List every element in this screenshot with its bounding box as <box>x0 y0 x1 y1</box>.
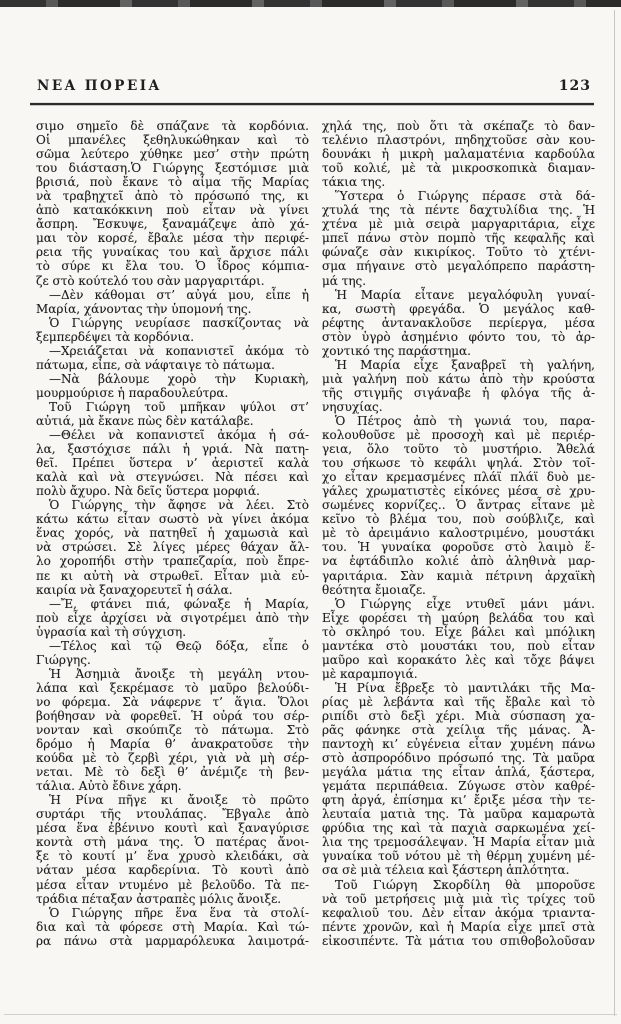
text-line: κεφαλιοῦ του. Δὲν εἶταν ἀκόμα τριαντα- <box>322 905 595 920</box>
text-line: χτυλά της τὰ πέντε δαχτυλίδια της. Ἡ <box>322 203 595 218</box>
text-line: αὐτιά, μὰ ἔκανε πὼς δὲν κατάλαβε. <box>36 413 254 428</box>
text-line: χο εἶταν κρεμασμένες πλάϊ πλάϊ δυὸ με- <box>322 470 595 485</box>
text-line: φτη ἀργά, ἐπίσημα κι’ ἔριξε μέσα τὴν τε- <box>322 793 595 808</box>
text-line: ριπίδι στὸ δεξὶ χέρι. Μιὰ σύσπαση χα- <box>322 708 595 723</box>
text-line: φώναζε σὰν κικιρίκος. Τοῦτο τὸ χτένι- <box>322 245 595 260</box>
paragraph <box>36 372 309 400</box>
text-line: μαντέκα στὸ μουστάκι του, ποὺ εἶταν <box>322 638 595 653</box>
text-line: γυναίκα τοῦ νότου μὲ τὴ θέρμη χυμένη μέ- <box>322 849 595 864</box>
text-line: νεται. Μὲ τὸ δεξὶ θ’ ἀνέμιζε τὴ βεν- <box>36 765 309 780</box>
text-line: δρόμο ἡ Μαρία θ’ ἀνακρατοῦσε τὴν <box>36 737 309 752</box>
text-line: χτένα μὲ μιὰ σειρὰ μαργαριτάρια, εἶχε <box>322 217 595 232</box>
text-line: μά της. <box>322 273 367 288</box>
text-line: μὲ τὸ ἀρειμάνιο καλοστριμένο, μουστάκι <box>322 526 595 541</box>
text-line: ρίας μὲ λεβάντα καὶ τῆς ἔβαλε καὶ τὸ <box>322 694 595 709</box>
text-line: ρα πάνω στὰ μαρμαρόλευκα λαιμοτρά- <box>36 933 309 948</box>
text-line: πε κι αὐτὴ νὰ στρωθεῖ. Εἶταν μιὰ εὐ- <box>36 568 309 583</box>
paragraph <box>322 414 595 597</box>
text-line: Ἡ Ἀσημιὰ ἄνοιξε τὴ μεγάλη ντου- <box>49 666 309 681</box>
scan-edge-right <box>614 10 615 1016</box>
text-line: λο χοροπήδι στὴν τραπεζαρία, ποὺ ἔπρε- <box>36 554 309 569</box>
text-line: σα σὲ μιὰ τέλεια καὶ ξάστερη ἁπλότητα. <box>322 863 570 878</box>
text-line: σμα πήγαινε στὸ μεγαλόπρεπο παράστη- <box>322 259 595 274</box>
text-line: πάτωμα, εἶπε, σὰ νάφταιγε τὸ πάτωμα. <box>36 357 275 372</box>
text-line: Ἡ Μαρία εἶτανε μεγαλόφυλη γυναί- <box>335 287 595 302</box>
text-line: του σήκωσε τὸ κεφάλι ψηλά. Στὸν τοῖ- <box>322 456 595 471</box>
text-line: μιὰ γαλήνη ποὺ κάτω ἀπὸ τὴν κρούστα <box>322 371 595 386</box>
text-column-right <box>322 119 595 948</box>
text-line: τάκια της. <box>322 175 386 190</box>
text-line: Ὁ Γιώργης νευρίασε πασκίζοντας νὰ <box>49 315 309 330</box>
paragraph <box>322 119 595 189</box>
text-line: μέσα εἶταν ντυμένο μὲ βελοῦδο. Τὰ πε- <box>36 877 309 892</box>
paragraph <box>36 793 309 905</box>
text-line: χηλά της, ποὺ ὅτι τὰ σκέπαζε τὸ δαν- <box>322 119 595 133</box>
running-header <box>37 78 591 94</box>
text-line: Ὕστερα ὁ Γιώργης πέρασε στὰ δά- <box>335 189 595 204</box>
text-line: δια καὶ τὰ φόρεσε στὴ Μαρία. Καὶ τώ- <box>36 919 309 934</box>
scan-edge-bottom <box>4 1014 617 1015</box>
text-line: γαριτάρια. Σὰν καμιὰ πέτρινη ἀρχαϊκὴ <box>322 568 595 583</box>
text-line: —Δὲν κάθομαι στ’ αὐγά μου, εἶπε ἡ <box>49 287 309 302</box>
text-line: στὸν ὑγρὸ ἀσημένιο φόντο του, τὸ ἀρ- <box>322 329 595 344</box>
text-line: μουρμούρισε ἡ παραδουλεύτρα. <box>36 385 229 400</box>
paragraph <box>36 498 309 596</box>
text-line: ἄσπρη. Ἔσκυψε, ξαναμάζεψε ἀπὸ χά- <box>36 217 309 232</box>
paragraph <box>36 119 309 288</box>
text-line: νονταν καὶ σκούπιζε τὸ πάτωμα. Στὸ <box>36 723 309 738</box>
text-line: καιρία νὰ ξαναχορευτεῖ ἡ σάλα. <box>36 582 233 597</box>
page-number: 123 <box>558 78 591 94</box>
paragraph <box>322 358 595 414</box>
text-line: ζε στὸ κούτελό του σὰν μαργαριτάρι. <box>36 273 265 288</box>
text-line: νησυχίας. <box>322 399 383 414</box>
text-line: Τοῦ Γιώργη τοῦ μπῆκαν ψύλοι στ’ <box>49 399 309 414</box>
text-line: τράδια πέταξαν ἀστραπὲς μόλις ἄνοιξε. <box>36 891 282 906</box>
paragraph <box>322 288 595 358</box>
text-line: Ὁ Γιώργης τὴν ἄφησε νὰ λέει. Στὸ <box>49 498 309 513</box>
text-line: εἰκοσιπέντε. Τὰ μάτια του σπιθοβολοῦσαν <box>322 933 595 948</box>
text-line: λευταία ματιὰ της. Τὰ μαῦρα καμαρωτὰ <box>322 807 595 822</box>
header-rule <box>30 103 594 105</box>
text-line: χοντικό της παράστημα. <box>322 343 471 358</box>
text-line: πολὺ ἄχυρο. Νὰ δεῖς ὕστερα μορφιά. <box>36 484 260 499</box>
text-line: φρύδια της καὶ τὰ παχιὰ σαρκωμένα χεί- <box>322 821 595 836</box>
text-line: κάτω κάτω εἶταν σωστὸ νὰ γίνει ἀκόμα <box>36 512 309 527</box>
text-line: τῆς στιγμῆς σιγάναβε ἡ φλόγα τῆς ἀ- <box>322 385 595 400</box>
text-line: Οἱ μπανέλες ξεθηλυκώθηκαν καὶ τὸ <box>36 133 309 148</box>
text-line: σωμένες κορνίζες.. Ὁ ἄντρας εἶτανε μὲ <box>322 498 595 513</box>
text-line: νὰ στρώσει. Σὲ λίγες μέρες θάχαν ἄλ- <box>36 540 309 555</box>
text-line: Εἶχε φορέσει τὴ μαύρη βελάδα του καὶ <box>322 610 595 625</box>
text-line: βρισιά, ποὺ ἔκανε τὸ αἷμα τῆς Μαρίας <box>36 175 309 190</box>
journal-title: ΝΕΑ ΠΟΡΕΙΑ <box>37 78 162 94</box>
text-line: νὰ τραβηχτεῖ ἀπὸ τὸ πρόσωπό της, κι <box>36 189 309 204</box>
text-line: Ἡ Ρίνα πῆγε κι ἄνοιξε τὸ πρῶτο <box>49 793 309 808</box>
text-line: κολουθοῦσε μὲ προσοχὴ καὶ μὲ περιέρ- <box>322 428 595 443</box>
text-line: του διάσταση.Ὁ Γιώργης ξεστόμισε μιὰ <box>36 161 309 176</box>
text-line: ἕνας χορός, νὰ πατηθεῖ ἡ χαμωσιὰ καὶ <box>36 526 309 541</box>
paragraph <box>36 639 309 667</box>
scan-edge-top <box>0 0 621 7</box>
text-line: συρτάρι τῆς ντουλάπας. Ἔβγαλε ἀπὸ <box>36 807 309 822</box>
text-line: —Νὰ βάλουμε χορὸ τὴν Κυριακὴ, <box>49 371 309 386</box>
text-line: μαι τὸν κορσέ, ἔβαλε μέσα τὴν περιφέ- <box>36 231 309 246</box>
text-line: του. Ἡ γυναίκα φοροῦσε στὸ λαιμὸ ἕ- <box>322 540 595 555</box>
text-line: πέντε χρονῶν, καὶ ἡ Μαρία εἶχε μπεῖ στὰ <box>322 919 595 934</box>
text-line: τοῦ κολιέ, μὲ τὰ μικροσκοπικὰ διαμαν- <box>322 161 595 176</box>
paragraph <box>36 597 309 639</box>
text-line: τάλια. Αὐτὸ ἔδινε χάρη. <box>36 779 182 794</box>
text-line: μπεῖ πάνω στὸν πομπὸ τῆς κεφαλῆς καὶ <box>322 231 595 246</box>
paragraph <box>322 597 595 681</box>
text-line: Ὁ Γιώργης πῆρε ἕνα ἕνα τὰ στολί- <box>49 905 309 920</box>
text-line: Ὁ Πέτρος ἀπὸ τὴ γωνιά του, παρα- <box>335 413 595 428</box>
text-line: κα, σωστὴ φρεγάδα. Ὁ μεγάλος καθ- <box>322 301 595 316</box>
text-line: Ὁ Γιώργης εἶχε ντυθεῖ μάνι μάνι. <box>335 596 595 611</box>
text-line: Γιώργης. <box>36 652 91 667</box>
text-line: παντοχὴ κι’ εὐγένεια εἶταν χυμένη πάνω <box>322 737 595 752</box>
text-line: —Χρειάζεται νὰ κοπανιστεῖ ἀκόμα τὸ <box>49 343 309 358</box>
text-line: θεῖ. Πρέπει ὕστερα ν’ ἀεριστεῖ καλὰ <box>36 456 309 471</box>
text-line: ποὺ εἶχε ἀρχίσει νὰ σιγοτρέμει ἀπὸ τὴν <box>36 610 309 625</box>
text-line: κοντὰ στὴ μάνα της. Ὁ πατέρας ἄνοι- <box>36 835 309 850</box>
paragraph <box>36 344 309 372</box>
text-line: βοήθησαν νὰ φορεθεῖ. Ἡ οὐρά του σέρ- <box>36 708 309 723</box>
text-line: μεγάλα μάτια της εἶταν ἁπλά, ξάστερα, <box>322 765 595 780</box>
text-line: ξεμπερδέψει τὰ κορδόνια. <box>36 329 195 344</box>
text-line: Μαρία, χάνοντας τὴν ὑπομονή της. <box>36 301 252 316</box>
text-line: μὲ καραμπογιά. <box>322 666 418 681</box>
text-line: νο φόρεμα. Σὰ νάφερνε τ’ ἅγια. Ὅλοι <box>36 694 309 709</box>
paragraph <box>36 667 309 793</box>
text-columns <box>36 119 595 948</box>
text-line: ρᾶς φάνηκε στὰ χείλια τῆς μάνας. Ἀ- <box>322 723 595 738</box>
text-line: —Τέλος καὶ τῷ Θεῷ δόξα, εἶπε ὁ <box>49 638 309 653</box>
text-line: σιμο σημεῖο δὲ σπάζανε τὰ κορδόνια. <box>36 119 309 133</box>
paragraph <box>36 428 309 498</box>
text-line: κεῖνο τὸ βλέμα του, ποὺ σούβλιζε, καὶ <box>322 512 595 527</box>
text-line: ρέφτης ἀντανακλοῦσε περίεργα, μέσα <box>322 315 595 330</box>
text-line: θεότητα ἔμοιαζε. <box>322 582 426 597</box>
text-line: Τοῦ Γιώργη Σκορδίλη θὰ μποροῦσε <box>335 877 595 892</box>
paragraph <box>36 288 309 316</box>
text-line: κούδα μὲ τὸ ζερβὶ χέρι, γιὰ νὰ μὴ σέρ- <box>36 751 309 766</box>
text-line: —Θέλει νὰ κοπανιστεῖ ἀκόμα ἡ σά- <box>49 428 309 443</box>
text-line: Ἡ Ρίνα ἔβρεξε τὸ μαντιλάκι τῆς Μα- <box>335 680 595 695</box>
text-line: γάλες χρωματιστὲς εἰκόνες μέσα σὲ χρυ- <box>322 484 595 499</box>
text-line: λια της τρεμοσάλεψαν. Ἡ Μαρία εἶταν μιὰ <box>322 835 595 850</box>
text-column-left <box>36 119 309 948</box>
text-line: νὰ τοῦ μετρήσεις μιὰ μιὰ τὶς τρίχες τοῦ <box>322 891 595 906</box>
text-line: τὸ σύρε κι ἔλα του. Ὁ ἶδρος κόμπια- <box>36 259 309 274</box>
text-line: μέσα ἕνα ἐβένινο κουτὶ καὶ ξαναγύρισε <box>36 821 309 836</box>
text-line: Ἡ Μαρία εἶχε ξαναβρεῖ τὴ γαλήνη, <box>335 357 595 372</box>
paragraph <box>36 906 309 948</box>
text-line: ξε τὸ κουτί μ’ ἕνα χρυσὸ κλειδάκι, σὰ <box>36 849 309 864</box>
text-line: νάταν μέσα καρδερίνια. Τὸ κουτὶ ἀπὸ <box>36 863 309 878</box>
text-line: μαῦρο καὶ κορακάτο λὲς καὶ τὄχε βάψει <box>322 652 595 667</box>
text-line: ὑγρασία καὶ τὴ σύγχιση. <box>36 624 187 639</box>
text-line: ἀπὸ κατακόκκινη ποὺ εἶταν νὰ γίνει <box>36 203 309 218</box>
text-line: σῶμα λεύτερο χύθηκε μεσ’ στὴν πρώτη <box>36 147 309 162</box>
text-line: γεια, ὅλο τοῦτο τὸ μυστήριο. Ἄθελά <box>322 442 595 457</box>
text-line: να ἑφτάδιπλο κολιέ ἀπὸ ἀληθινὰ μαρ- <box>322 554 595 569</box>
paragraph <box>322 681 595 878</box>
text-line: τελένιο πλαστρόνι, πηδηχτοῦσε σὰν κου- <box>322 133 595 148</box>
text-line: τὸ σκληρό του. Εἶχε βάλει καὶ μπόλικη <box>322 624 595 639</box>
text-line: ρεια τῆς γυναίκας του καὶ ἄρχισε πάλι <box>36 245 309 260</box>
text-line: λα, ξαστόχισε πάλι ἡ γριά. Νὰ πατη- <box>36 442 309 457</box>
paragraph <box>36 316 309 344</box>
text-line: στὸ ἀσπρορόδινο πρόσωπό της. Τὰ μαῦρα <box>322 751 595 766</box>
paragraph <box>322 878 595 948</box>
paragraph <box>36 400 309 428</box>
text-line: δουνάκι ἡ μικρὴ μαλαματένια καρδούλα <box>322 147 595 162</box>
text-line: γεμάτα περιπάθεια. Ζύγωσε στὸν καθρέ- <box>322 779 595 794</box>
text-line: καλὰ καὶ νὰ στεγνώσει. Νὰ πέσει καὶ <box>36 470 309 485</box>
text-line: —Ἔ, φτάνει πιά, φώναξε ἡ Μαρία, <box>49 596 309 611</box>
text-line: λάπα καὶ ξεκρέμασε τὸ μαῦρο βελούδι- <box>36 680 309 695</box>
paragraph <box>322 189 595 287</box>
